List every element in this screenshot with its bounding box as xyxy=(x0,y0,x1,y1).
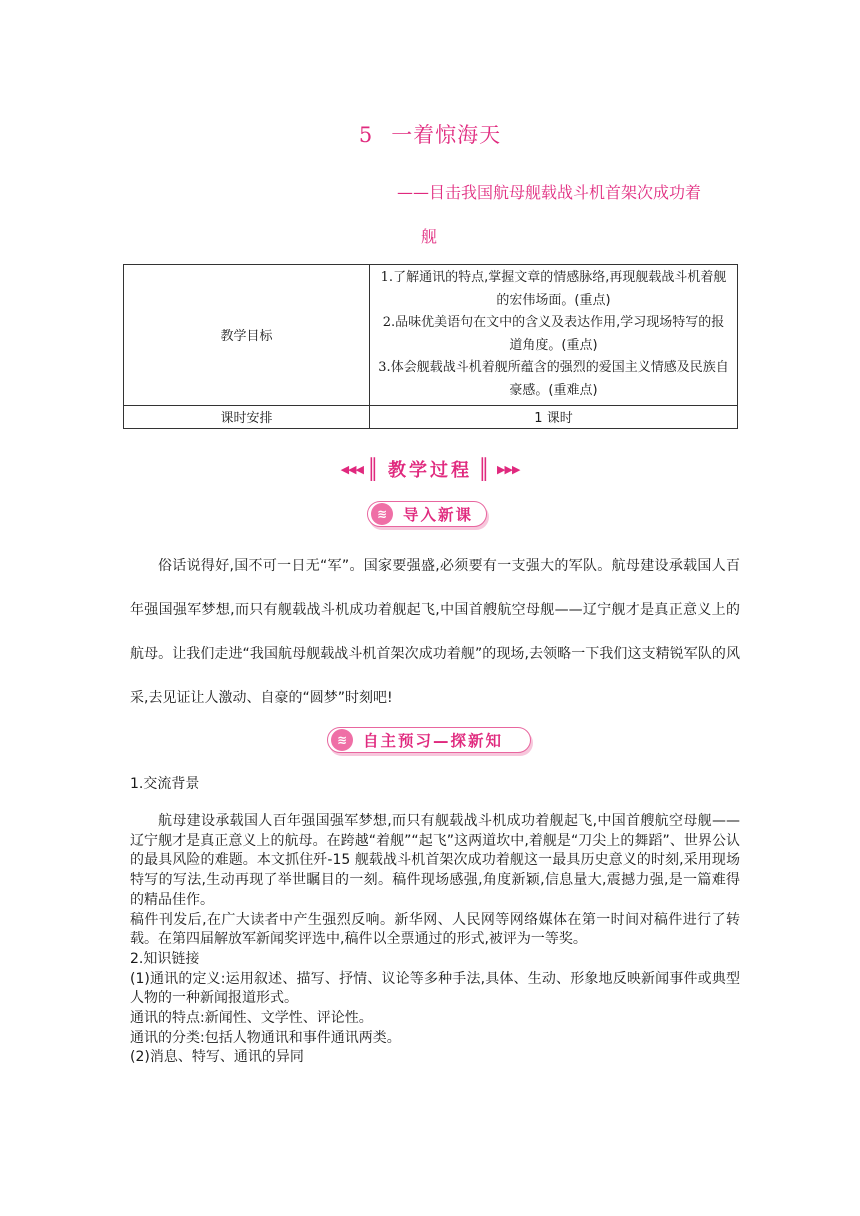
intro-banner xyxy=(367,501,487,527)
lesson-number: 5 xyxy=(358,123,374,147)
definition-item: (1)通讯的定义:运用叙述、描写、抒情、议论等多种手法,具体、生动、形象地反映新闻事件或典型人物的一种新闻报道形式。 xyxy=(130,970,740,1007)
goal-item: 1.了解通讯的特点,掌握文章的情感脉络,再现舰载战斗机着舰的宏伟场面。(重点) xyxy=(380,270,727,308)
objectives-table xyxy=(123,264,738,429)
intro-paragraph: 俗话说得好,国不可一日无“军”。国家要强盛,必须要有一支强大的军队。航母建设承载国人百年强国强军梦想,而只有舰载战斗机成功着舰起飞,中国首艘航空母舰——辽宁舰才是真正意义上的航母。让我们走进“我国航母舰载战斗机首架次成功着舰”的现场,去领略一下我们这支精锐军队的风采,去见证让人激动、自豪的“圆梦”时刻吧! xyxy=(130,558,740,706)
lesson-subtitle xyxy=(397,171,737,259)
subtitle-line-2: 舰 xyxy=(421,227,438,246)
section1-heading: 1.交流背景 xyxy=(130,776,200,792)
subtitle-line-1: ——目击我国航母舰载战斗机首架次成功着 xyxy=(397,183,702,202)
teaching-process-banner xyxy=(322,452,538,486)
comparison-item: (2)消息、特写、通讯的异同 xyxy=(130,1049,304,1066)
objectives-label: 教学目标 xyxy=(124,265,370,406)
preview-banner xyxy=(327,727,531,753)
intro-banner-title: 导入新课 xyxy=(403,506,474,524)
features-item: 通讯的特点:新闻性、文学性、评论性。 xyxy=(130,1010,373,1027)
schedule-row xyxy=(124,405,738,428)
reception-paragraph: 稿件刊发后,在广大读者中产生强烈反响。新华网、人民网等网络媒体在第一时间对稿件进行了转载。在第四届解放军新闻奖评选中,稿件以全票通过的形式,被评为一等奖。 xyxy=(130,911,740,948)
left-arrows-icon: ◀◀◀ xyxy=(340,462,363,476)
teaching-process-title: 教学过程 xyxy=(388,460,472,481)
goal-item: 3.体会舰载战斗机着舰所蕴含的强烈的爱国主义情感及民族自豪感。(重难点) xyxy=(378,360,729,398)
right-bar-icon: ║ xyxy=(478,457,494,481)
lesson-title xyxy=(0,119,860,149)
section-body xyxy=(130,812,740,1068)
goal-item: 2.品味优美语句在文中的含义及表达作用,学习现场特写的报道角度。(重点) xyxy=(382,315,725,353)
objectives-row xyxy=(124,265,738,406)
left-bar-icon: ║ xyxy=(366,457,382,481)
categories-item: 通讯的分类:包括人物通讯和事件通讯两类。 xyxy=(130,1029,401,1046)
schedule-value: 1 课时 xyxy=(370,405,738,428)
lesson-title-text: 一着惊海天 xyxy=(391,123,502,147)
objectives-goals xyxy=(370,265,738,406)
section2-heading: 2.知识链接 xyxy=(130,950,200,967)
background-paragraph: 航母建设承载国人百年强国强军梦想,而只有舰载战斗机成功着舰起飞,中国首艘航空母舰——辽宁舰才是真正意义上的航母。在跨越“着舰”“起飞”这两道坎中,着舰是“刀尖上的舞蹈”、世界公认的最具风险的难题。本文抓住歼-15 舰载战斗机首架次成功着舰这一最具历史意义的时刻,采用现场特写的写法,生动再现了举世瞩目的一刻。稿件现场感强,角度新颖,信息量大,震撼力强,是一篇难得的精品佳作。 xyxy=(130,813,740,908)
book-icon: ≋ xyxy=(371,503,393,525)
book-icon: ≋ xyxy=(331,729,353,751)
schedule-label: 课时安排 xyxy=(124,405,370,428)
preview-banner-title: 自主预习—探新知 xyxy=(363,732,504,750)
right-arrows-icon: ▶▶▶ xyxy=(497,462,520,476)
